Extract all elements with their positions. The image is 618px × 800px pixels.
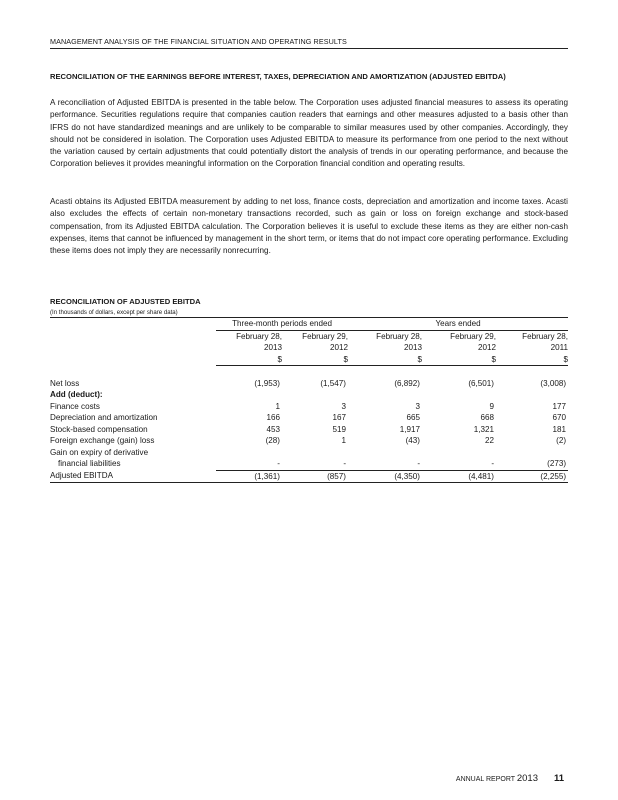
cell-value: (4,350) [348,470,422,483]
cell-value: 167 [332,413,347,422]
paragraph-intro: A reconciliation of Adjusted EBITDA is presented in the table below. The Corporation uses adjusted financial measures to assess its operating performance. Securities regulations require that companies caution readers that earnings and other measures adjusted to a basis other than IFRS do not have standardized meanings and are unlikely to be comparable to similar measures used by other companies. Accordingly, they should not be considered in isolation. The Corporation uses Adjusted EBITDA to measure its performance from one period to the next without the variation caused by certain adjustments that could potentially distort the analysis of trends in our operating performance, and because the Corporation believes it provides meaningful information on the Corporation financial condition and operating results. [50,98,568,169]
cell-value: (1,361) [216,470,282,483]
cell-value: 177 [552,401,567,411]
table-row-net-loss [50,378,568,390]
cell-value: (6,892) [394,378,421,388]
row-label: Adjusted EBITDA [50,470,216,483]
col-unit: $ [422,354,496,366]
adjusted-ebitda-table [50,318,568,483]
cell-value: (273) [496,458,568,470]
cell-value: 3 [415,401,421,411]
section-title: RECONCILIATION OF THE EARNINGS BEFORE INTEREST, TAXES, DEPRECIATION AND AMORTIZATION (ADJUSTED EBITDA) [50,72,506,81]
cell-value: 670 [552,413,567,422]
col-unit: $ [216,354,282,366]
footer-report-label: ANNUAL REPORT [455,776,515,783]
table-row-depreciation [50,412,568,424]
row-label: Add (deduct): [50,390,103,399]
col-year: 2013 [263,343,282,352]
col-header: February 28, [236,331,282,341]
cell-value: 181 [552,424,567,434]
col-header: February 28, [376,331,423,341]
table-row-adjusted-ebitda [50,470,568,483]
cell-value: (1,547) [320,378,347,388]
column-header-row-1 [50,330,568,342]
group-years: Years ended [348,318,568,330]
cell-value: - [422,458,496,470]
row-label: financial liabilities [58,459,121,469]
cell-value: 1,321 [473,424,495,434]
col-header: February 29, [450,331,497,341]
cell-value: (2) [556,436,567,445]
cell-value: 1 [341,436,347,445]
col-unit: $ [282,354,348,366]
cell-value: 668 [480,413,495,422]
col-year: 2012 [478,343,497,352]
col-header: February 28, [522,331,569,341]
footer-year: 2013 [516,773,538,784]
col-year: 2013 [404,343,423,352]
cell-value: (857) [282,470,348,483]
col-year: 2012 [330,343,349,352]
row-label: Net loss [50,378,80,388]
col-header: February 29, [302,331,349,341]
cell-value: 166 [266,413,280,422]
row-label: Stock-based compensation [50,424,148,434]
cell-value: 22 [485,436,495,445]
cell-value: 1,917 [399,424,421,434]
table-title: RECONCILIATION OF ADJUSTED EBITDA [50,297,201,306]
cell-value: (3,008) [540,378,567,388]
table-row-finance-costs [50,401,568,413]
table-row-add-deduct [50,389,568,401]
cell-value: (28) [265,436,280,445]
row-label: Depreciation and amortization [50,413,158,422]
cell-value: 453 [266,424,280,434]
group-header-row [50,318,568,330]
cell-value: 665 [406,413,421,422]
table-row-gain-derivative-label [50,447,568,459]
header-rule [50,48,568,49]
unit-row [50,354,568,366]
cell-value: 9 [489,401,495,411]
cell-value: (6,501) [468,378,495,388]
running-header: MANAGEMENT ANALYSIS OF THE FINANCIAL SITUATION AND OPERATING RESULTS [50,37,347,46]
col-unit: $ [496,354,568,366]
page-footer [456,773,564,784]
cell-value: (4,481) [422,470,496,483]
table-subtitle: (In thousands of dollars, except per share data) [50,309,178,316]
row-label: Finance costs [50,401,100,411]
cell-value: - [282,458,348,470]
table-row-gain-derivative [50,458,568,470]
cell-value: 3 [341,401,347,411]
cell-value: (2,255) [496,470,568,483]
row-label: Foreign exchange (gain) loss [50,436,155,445]
paragraph-method: Acasti obtains its Adjusted EBITDA measurement by adding to net loss, finance costs, depreciation and amortization and income taxes. Acasti also excludes the effects of certain non-monetary transactions recorded, such as gain or loss on foreign exchange and stock-based compensation, from its Adjusted EBITDA calculation. The Corporation believes it is useful to exclude these items as they are either non-cash expenses, items that cannot be influenced by management in the short term, or items that do not impact core operating performance. Excluding these items does not imply they are necessarily nonrecurring. [50,197,568,256]
table-row-stock-comp [50,424,568,436]
column-header-row-2 [50,342,568,354]
cell-value: - [216,458,282,470]
cell-value: 1 [275,401,280,411]
cell-value: (43) [405,436,421,445]
cell-value: - [348,458,422,470]
group-three-month: Three-month periods ended [216,318,348,330]
cell-value: (1,953) [254,378,280,388]
page-number: 11 [553,773,564,784]
row-label: Gain on expiry of derivative [50,447,149,457]
cell-value: 519 [332,424,347,434]
col-year: 2011 [550,343,569,352]
col-unit: $ [348,354,422,366]
table-row-fx [50,435,568,447]
